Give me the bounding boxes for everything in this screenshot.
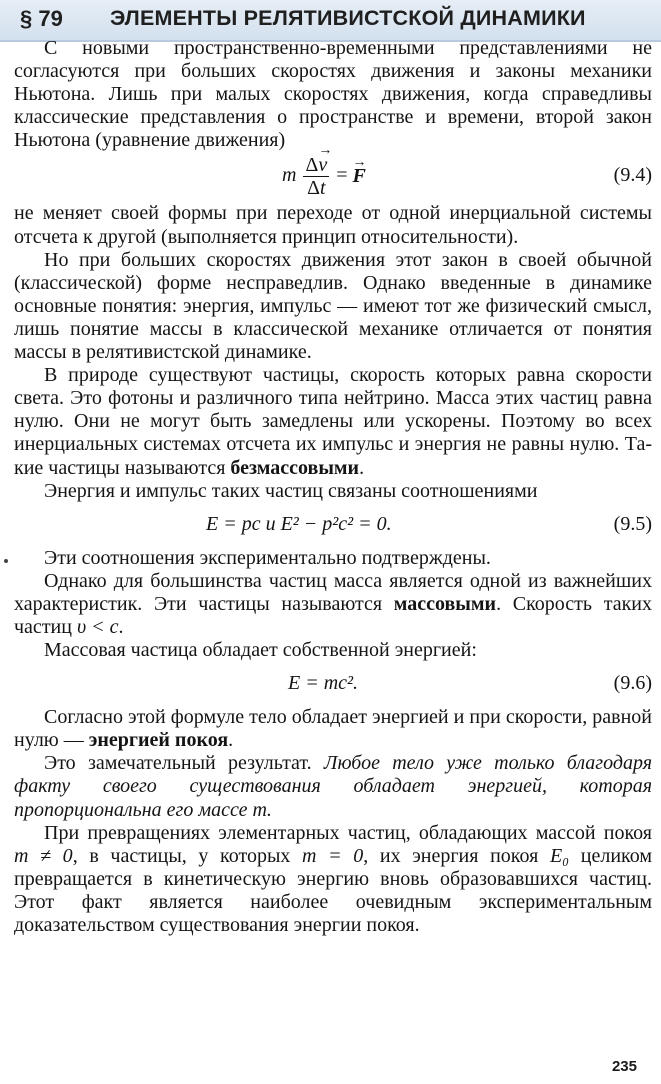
formula-fraction: $\frac{\Delta\to v}{\Delta t}$: [303, 154, 329, 199]
page-body: [14, 37, 652, 937]
section-title: ЭЛЕМЕНТЫ РЕЛЯТИВИСТСКОЙ ДИНАМИКИ: [110, 6, 586, 30]
term-rest-energy: энергией покоя: [88, 729, 229, 752]
paragraph-9-text: Согласно этой формуле тело обладает энергией и при скорости, равной нулю —: [14, 706, 652, 752]
equation-number-9-5: (9.5): [613, 512, 652, 535]
paragraph-4-text: В природе существуют частицы, скорость которых равна скорости света. Это фотоны и различного типа нейтрино. Масса этих частиц равна нулю. Они не могут быть замедлены или ускорены. Поэтому во всех инерциальных системах отсчета их импульс и энергия не равны нулю. Такие частицы называются: [14, 364, 652, 479]
paragraph-10-text: Это замечательный результат.: [44, 752, 324, 775]
paragraph-11-part-1: При превращениях элементарных частиц, обладающих массой покоя: [44, 821, 652, 844]
paragraph-11-part-4: целиком превращается в кинетическую энергию вновь образовавшихся частиц. Этот факт является наиболее очевидным экспериментальным доказательством существования энергии покоя.: [14, 844, 652, 936]
paragraph-7: [14, 570, 652, 639]
page-number: 235: [611, 1058, 637, 1075]
equation-number-9-6: (9.6): [613, 672, 652, 695]
paragraph-3: Но при больших скоростях движения этот закон в своей обычной (классической) форме несправедлив. Однако введенные в динамике основные понятия: энергия, импульс — имеют тот же физический смысл, лишь понятие массы в классической механике отличается от понятия массы в релятивистской динамике.: [14, 248, 652, 364]
term-massless: безмассовыми: [230, 456, 360, 479]
symbol-e0: E₀: [549, 844, 570, 867]
paragraph-7-end: .: [118, 615, 124, 638]
term-massive: массовыми: [393, 592, 497, 615]
paragraph-10: [14, 752, 652, 821]
equality-m-zero: m = 0: [302, 844, 364, 867]
formula-equals: =: [336, 164, 348, 187]
paragraph-2: не меняет своей формы при переходе от одной инерциальной системы отсчета к другой (выполняется принцип относительности).: [14, 202, 652, 248]
paragraph-11: [14, 822, 652, 937]
formula-9-5-expression: E = pc и E² − p²c² = 0.: [206, 512, 392, 535]
inequality-v-less-c: υ < c: [76, 615, 119, 638]
paragraph-7-text: Однако для большинства частиц масса является одной из важнейших характеристик. Эти частицы называются: [14, 569, 652, 615]
equation-number-9-4: (9.4): [613, 164, 652, 187]
paragraph-9-end: .: [228, 729, 234, 752]
formula-9-5: [14, 503, 652, 547]
paragraph-9: [14, 706, 652, 752]
inequality-m-nonzero: m ≠ 0: [14, 844, 73, 867]
paragraph-10-italic: Любое тело уже только благодаря факту своего существования обладает энергией, которая пропорциональна его массе m.: [14, 752, 652, 821]
paragraph-5: Энергия и импульс таких частиц связаны соотношениями: [44, 479, 538, 502]
paragraph-11-part-3: , их энергия покоя: [363, 844, 550, 867]
paragraph-6: Эти соотношения экспериментально подтверждены.: [44, 546, 491, 569]
paragraph-7-after: . Скорость таких частиц: [14, 592, 652, 638]
formula-9-4: [14, 152, 652, 202]
section-header: [0, 0, 661, 42]
formula-mass-symbol: m: [282, 164, 297, 187]
paragraph-11-part-2: , в частицы, у которых: [72, 844, 303, 867]
velocity-vector: → v: [318, 154, 327, 176]
paragraph-8: Массовая частица обладает собственной энергией:: [44, 639, 477, 662]
force-vector: → F: [353, 165, 366, 188]
paragraph-4-end: .: [359, 456, 365, 479]
formula-9-6: [14, 662, 652, 706]
formula-9-6-expression: E = mc².: [288, 672, 359, 695]
section-number: § 79: [20, 6, 63, 31]
paragraph-1: С новыми пространственно-временными представлениями не согласуются при больших скоростях движения и законы механики Ньютона. Лишь при малых скоростях движения, когда справедливы классические представления о пространстве и времени, второй закон Ньютона (уравнение движения): [14, 37, 652, 152]
margin-mark: [4, 559, 8, 563]
paragraph-4: [14, 364, 652, 479]
